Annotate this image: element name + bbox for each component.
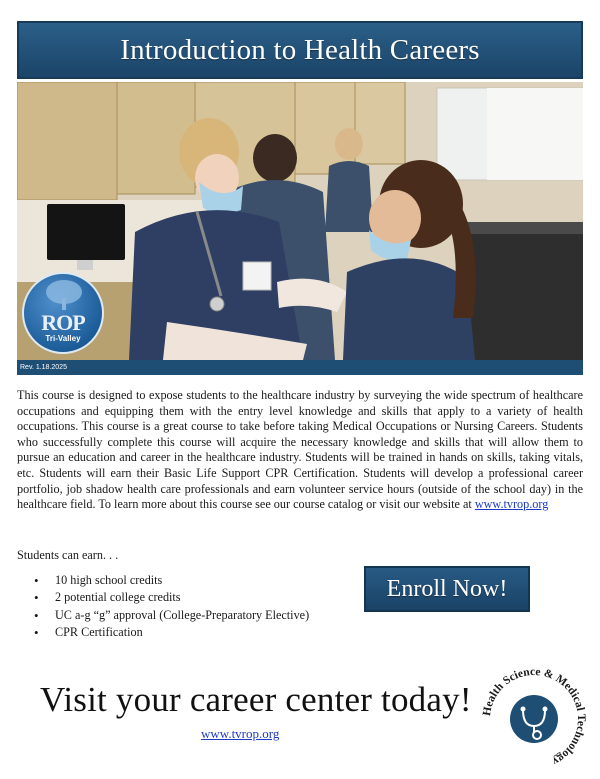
rop-logo	[22, 272, 104, 354]
enroll-now-button[interactable]: Enroll Now!	[364, 566, 530, 612]
description-text: This course is designed to expose students to the healthcare industry by surveying the wide spectrum of healthcare occupations and equipping them with the entry level knowledge and skills that apply to a variety of health occupations. This course is a great course to take before taking Medical Occupations or Nursing Careers. Students who successfully complete this course will acquire the necessary knowledge and skills that will allow them to pursue an education and career in the healthcare industry. Students will be trained in hands on skills, taking vitals, etc. Students will earn their Basic Life Support CPR Certification. Students will develop a professional career portfolio, job shadow health care professionals and earn volunteer service hours (outside of the school day) in the healthcare field. To learn more about this course see our course catalog or visit our website at	[17, 388, 583, 512]
footer-website-link[interactable]: www.tvrop.org	[201, 726, 280, 741]
earn-lead: Students can earn. . .	[17, 548, 119, 562]
logo-text: ROP	[41, 310, 85, 335]
website-link[interactable]: www.tvrop.org	[474, 497, 549, 512]
logo-subtext: Tri-Valley	[45, 334, 81, 343]
list-item: • CPR Certification	[17, 624, 309, 641]
credits-list	[17, 572, 309, 641]
page-title: Introduction to Health Careers	[120, 33, 480, 66]
revision-label: Rev. 1.18.2025	[20, 364, 67, 371]
visit-career-center-heading: Visit your career center today!	[40, 680, 472, 719]
tree-icon	[44, 278, 84, 312]
list-item: • 2 potential college credits	[17, 589, 309, 606]
list-item: • 10 high school credits	[17, 572, 309, 589]
list-item: • UC a-g “g” approval (College-Preparatory Elective)	[17, 607, 309, 624]
title-banner	[17, 21, 583, 79]
seal-text: Health Science & Medical Technology	[480, 665, 588, 768]
revision-bar	[17, 360, 583, 375]
health-science-seal	[479, 664, 589, 774]
course-description	[17, 388, 583, 513]
